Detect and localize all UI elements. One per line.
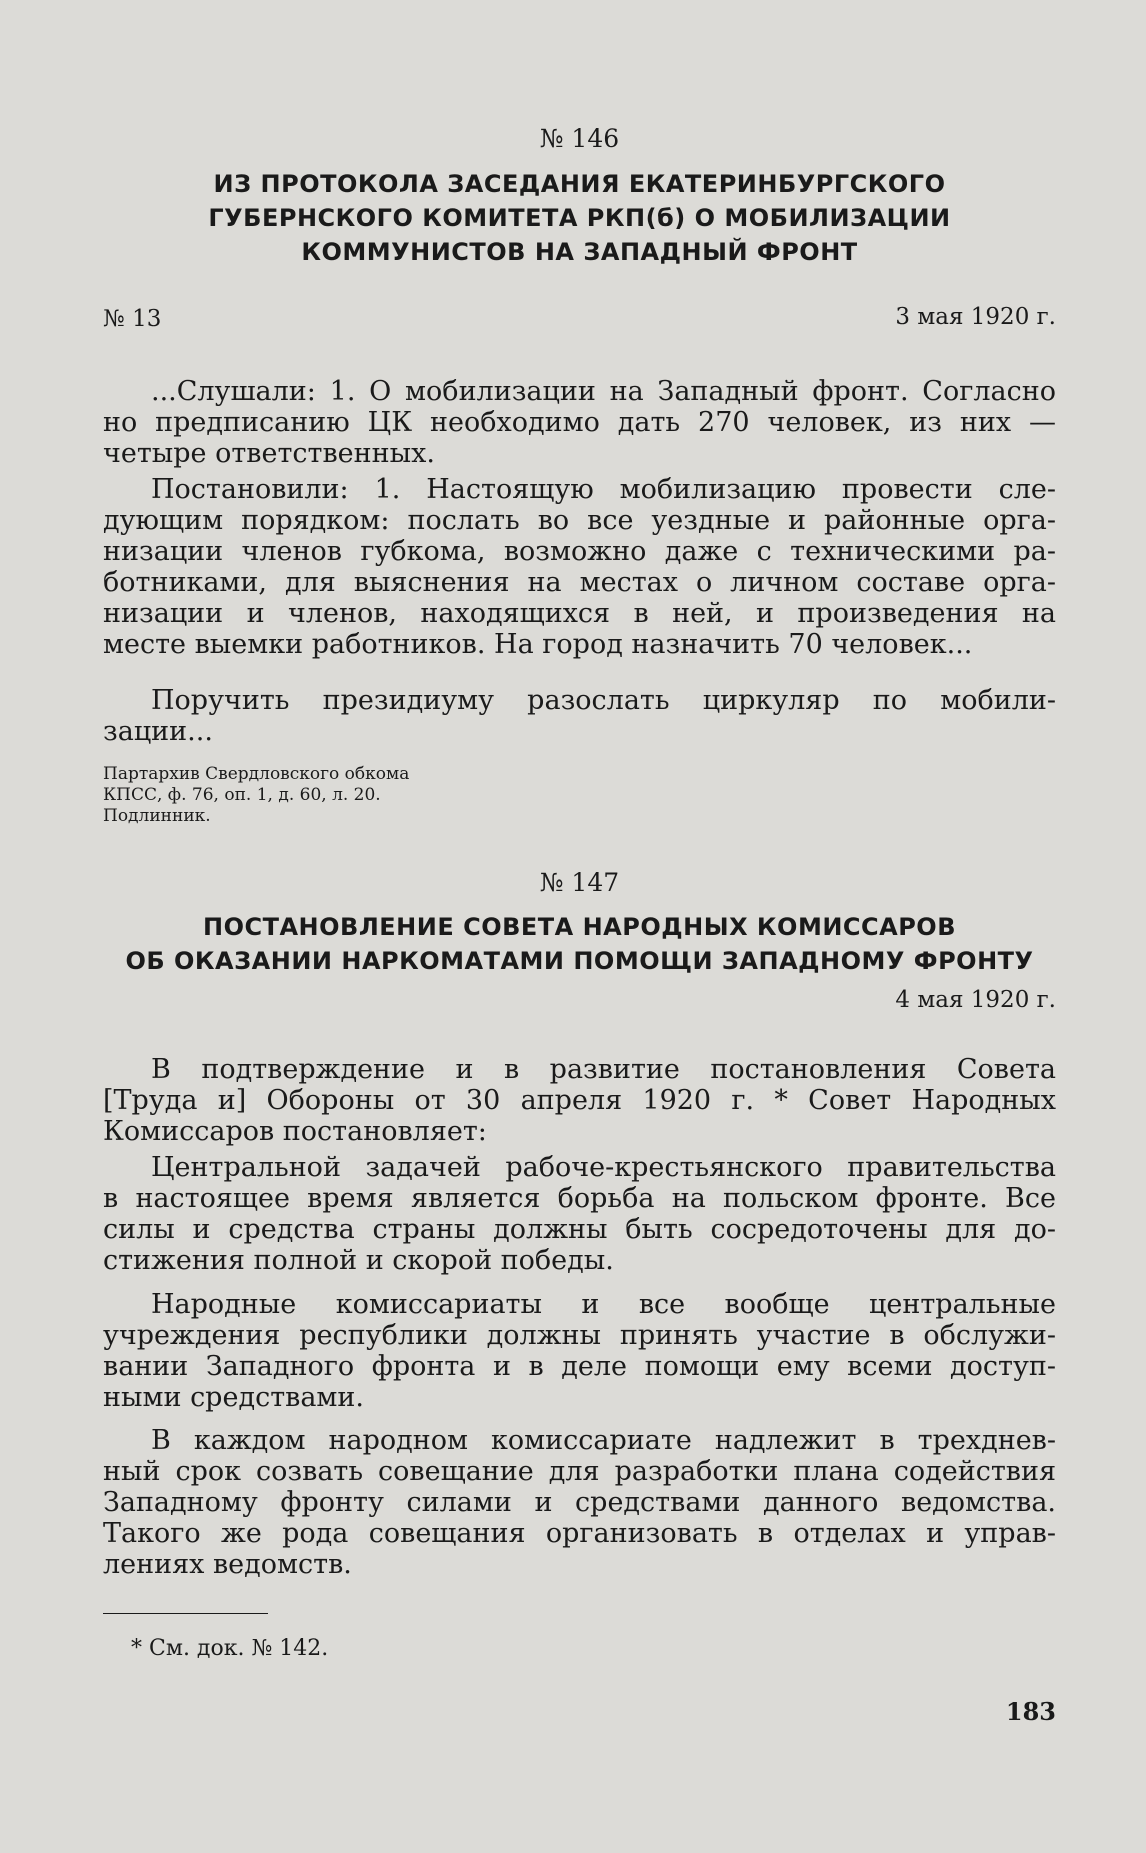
- footnote: * См. док. № 142.: [131, 1636, 329, 1661]
- text-line: но предписанию ЦК необходимо дать 270 человек, из них —: [103, 407, 1056, 438]
- text-line: вании Западного фронта и в деле помощи ему всеми доступ-: [103, 1351, 1056, 1382]
- text-line: дующим порядком: послать во все уездные и районные орга-: [103, 505, 1056, 536]
- text-line: Постановили: 1. Настоящую мобилизацию провести сле-: [151, 474, 1056, 505]
- text-line: учреждения республики должны принять участие в обслужи-: [103, 1320, 1056, 1351]
- text-line: ный срок созвать совещание для разработки плана содействия: [103, 1456, 1056, 1487]
- doc146-archive-source: [103, 764, 409, 827]
- doc146-paragraph: [103, 376, 1056, 469]
- text-line: силы и средства страны должны быть сосредоточены для до-: [103, 1214, 1056, 1245]
- doc147-heading-line: ПОСТАНОВЛЕНИЕ СОВЕТА НАРОДНЫХ КОМИССАРОВ: [203, 913, 956, 941]
- doc147-heading: [103, 910, 1056, 978]
- doc147-paragraph: [103, 1425, 1056, 1580]
- text-line: ными средствами.: [103, 1382, 365, 1413]
- source-line: КПСС, ф. 76, оп. 1, д. 60, л. 20.: [103, 785, 381, 805]
- text-line: В каждом народном комиссариате надлежит в трехднев-: [151, 1425, 1056, 1456]
- text-line: месте выемки работников. На город назначить 70 человек...: [103, 629, 973, 660]
- text-line: ботниками, для выяснения на местах о личном составе орга-: [103, 567, 1056, 598]
- text-line: Такого же рода совещания организовать в отделах и управ-: [103, 1518, 1056, 1549]
- text-column: [103, 0, 1056, 1853]
- doc146-heading: [103, 167, 1056, 269]
- doc147-heading-line: ОБ ОКАЗАНИИ НАРКОМАТАМИ ПОМОЩИ ЗАПАДНОМУ ФРОНТУ: [125, 947, 1034, 975]
- text-line: Западному фронту силами и средствами данного ведомства.: [103, 1487, 1056, 1518]
- doc146-date: 3 мая 1920 г.: [895, 304, 1056, 330]
- footnote-divider: [103, 1613, 268, 1614]
- text-line: в настоящее время является борьба на польском фронте. Все: [103, 1183, 1056, 1214]
- source-line: Подлинник.: [103, 806, 211, 826]
- doc146-protocol-number: № 13: [103, 306, 162, 332]
- doc147-paragraph: [103, 1054, 1056, 1147]
- doc146-heading-line: КОММУНИСТОВ НА ЗАПАДНЫЙ ФРОНТ: [301, 238, 858, 266]
- text-line: Комиссаров постановляет:: [103, 1116, 487, 1147]
- text-line: Народные комиссариаты и все вообще центральные: [151, 1289, 1056, 1320]
- doc146-heading-line: ГУБЕРНСКОГО КОМИТЕТА РКП(б) О МОБИЛИЗАЦИИ: [208, 204, 951, 232]
- doc146-paragraph: [103, 685, 1056, 747]
- doc147-number: № 147: [539, 868, 620, 897]
- doc147-paragraph: [103, 1152, 1056, 1276]
- doc147-date: 4 мая 1920 г.: [895, 987, 1056, 1013]
- doc147-paragraph: [103, 1289, 1056, 1413]
- text-line: четыре ответственных.: [103, 438, 435, 469]
- source-line: Партархив Свердловского обкома: [103, 764, 410, 784]
- text-line: лениях ведомств.: [103, 1549, 352, 1580]
- text-line: низации членов губкома, возможно даже с техническими ра-: [103, 536, 1056, 567]
- page-number: 183: [1005, 1697, 1056, 1726]
- doc146-heading-line: ИЗ ПРОТОКОЛА ЗАСЕДАНИЯ ЕКАТЕРИНБУРГСКОГО: [213, 170, 946, 198]
- text-line: В подтверждение и в развитие постановления Совета: [151, 1054, 1056, 1085]
- text-line: Поручить президиуму разослать циркуляр по мобили-: [151, 685, 1056, 716]
- text-line: Центральной задачей рабоче-крестьянского правительства: [151, 1152, 1056, 1183]
- text-line: ...Слушали: 1. О мобилизации на Западный фронт. Согласно: [151, 376, 1056, 407]
- text-line: стижения полной и скорой победы.: [103, 1245, 614, 1276]
- text-line: [Труда и] Обороны от 30 апреля 1920 г. * Совет Народных: [103, 1085, 1056, 1116]
- text-line: низации и членов, находящихся в ней, и произведения на: [103, 598, 1056, 629]
- text-line: зации...: [103, 716, 213, 747]
- doc146-number: № 146: [539, 124, 620, 153]
- doc146-paragraph: [103, 474, 1056, 660]
